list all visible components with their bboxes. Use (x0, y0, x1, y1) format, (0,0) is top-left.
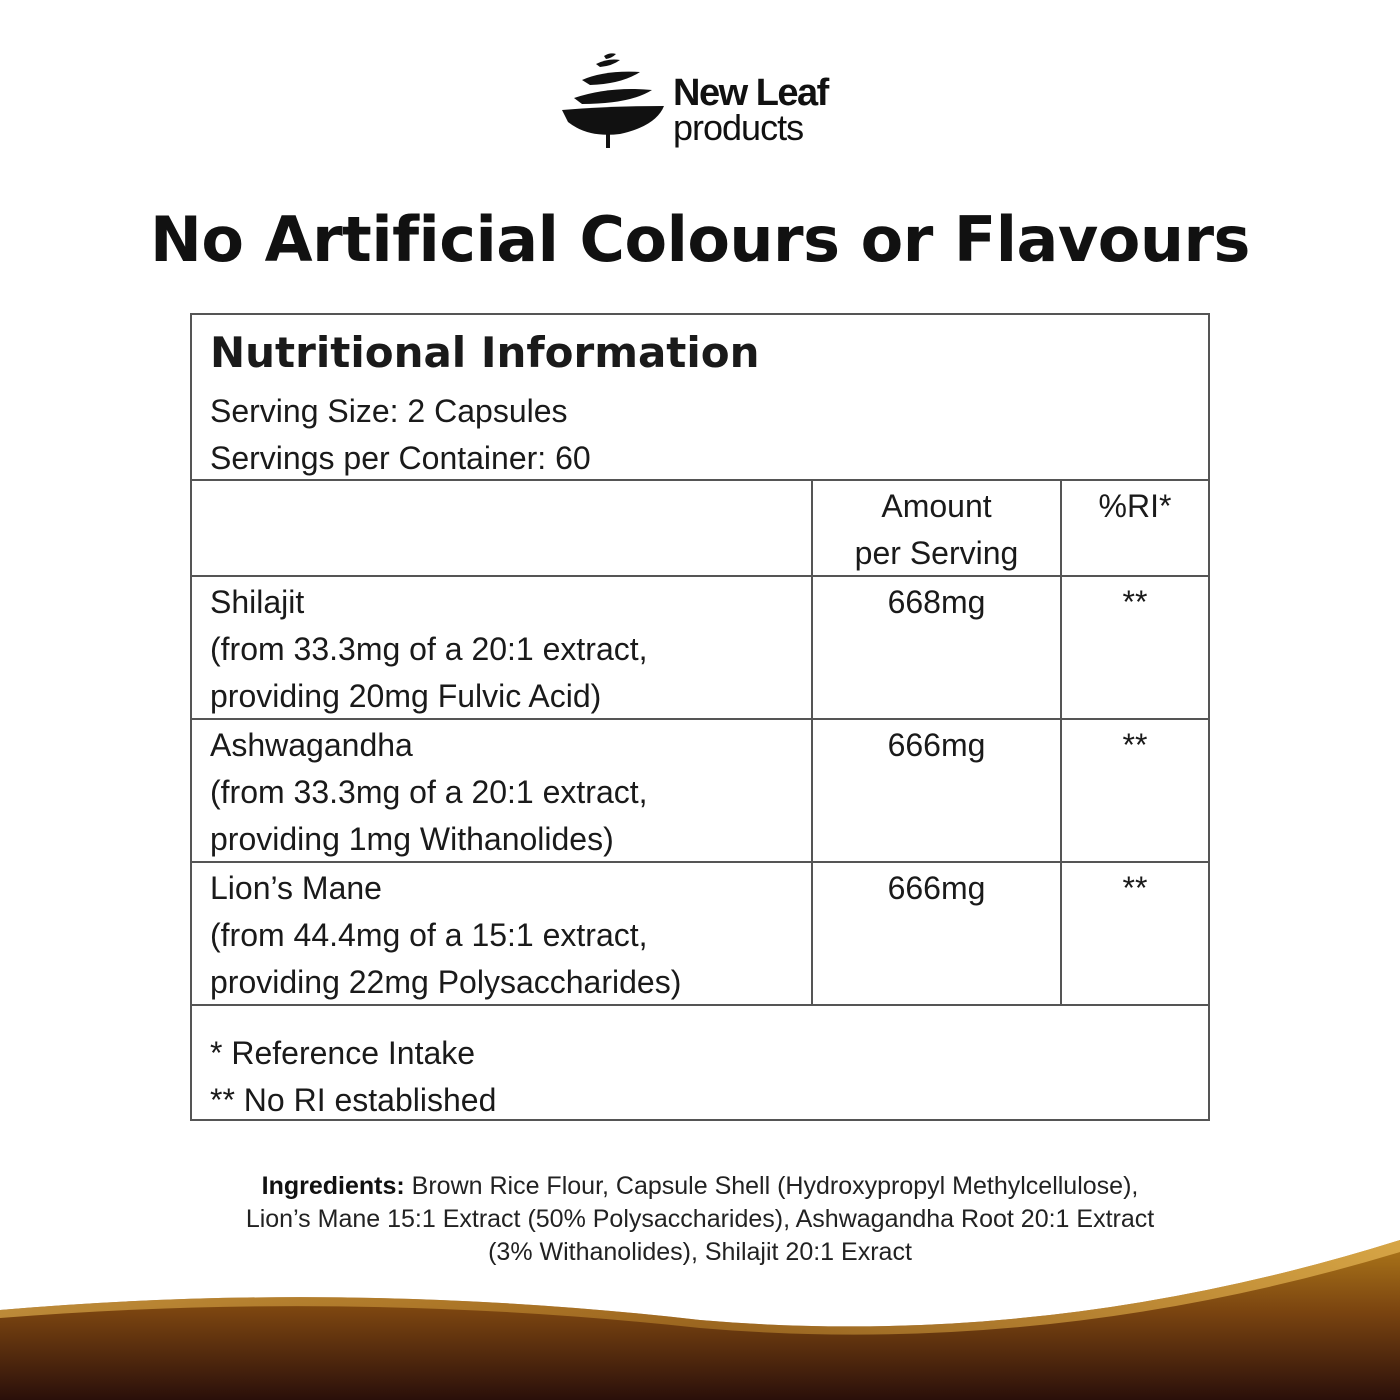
ingredient-amount: 666mg (887, 870, 986, 906)
ingredients-line-1: Brown Rice Flour, Capsule Shell (Hydroxypropyl Methylcellulose), (404, 1172, 1139, 1200)
ingredient-ri: ** (1122, 870, 1148, 906)
brand-logo (560, 52, 850, 152)
ingredient-detail: providing 22mg Polysaccharides) (210, 964, 682, 1000)
tiered-leaf-tree-icon (560, 52, 665, 152)
ingredient-name: Ashwagandha (210, 727, 413, 763)
ingredient-name: Lion’s Mane (210, 870, 382, 906)
nutrition-title: Nutritional Information (210, 328, 760, 377)
table-divider (192, 479, 1208, 481)
ingredient-amount: 666mg (887, 727, 986, 763)
nutrition-table (190, 313, 1210, 1121)
ingredient-detail: (from 33.3mg of a 20:1 extract, (210, 631, 648, 667)
logo-wordmark (673, 74, 828, 146)
ingredients-line (120, 1170, 1280, 1203)
footnote-no-ri: ** No RI established (210, 1082, 497, 1118)
column-header-ri: %RI* (1098, 488, 1172, 524)
ingredient-detail: providing 1mg Withanolides) (210, 821, 614, 857)
decorative-wave (0, 1240, 1400, 1400)
brand-name: New Leaf (673, 72, 828, 114)
ingredient-ri: ** (1122, 727, 1148, 763)
footnote-reference-intake: * Reference Intake (210, 1035, 476, 1071)
ingredient-detail: (from 44.4mg of a 15:1 extract, (210, 917, 648, 953)
ingredients-label: Ingredients: (261, 1172, 405, 1200)
ingredient-detail: (from 33.3mg of a 20:1 extract, (210, 774, 648, 810)
column-header-amount-line1: Amount (881, 488, 992, 524)
ingredient-detail: providing 20mg Fulvic Acid) (210, 678, 602, 714)
page-headline: No Artificial Colours or Flavours (150, 203, 1250, 276)
column-header-amount-line2: per Serving (854, 535, 1019, 571)
brand-tagline: products (673, 107, 804, 148)
ingredient-amount: 668mg (887, 584, 986, 620)
ingredients-line-2: Lion’s Mane 15:1 Extract (50% Polysaccharides), Ashwagandha Root 20:1 Extract (245, 1205, 1155, 1233)
serving-size: Serving Size: 2 Capsules (210, 393, 568, 429)
ingredient-ri: ** (1122, 584, 1148, 620)
ingredient-name: Shilajit (210, 584, 305, 620)
servings-per-container: Servings per Container: 60 (210, 440, 591, 476)
ingredients-line-3: (3% Withanolides), Shilajit 20:1 Exract (488, 1238, 912, 1266)
